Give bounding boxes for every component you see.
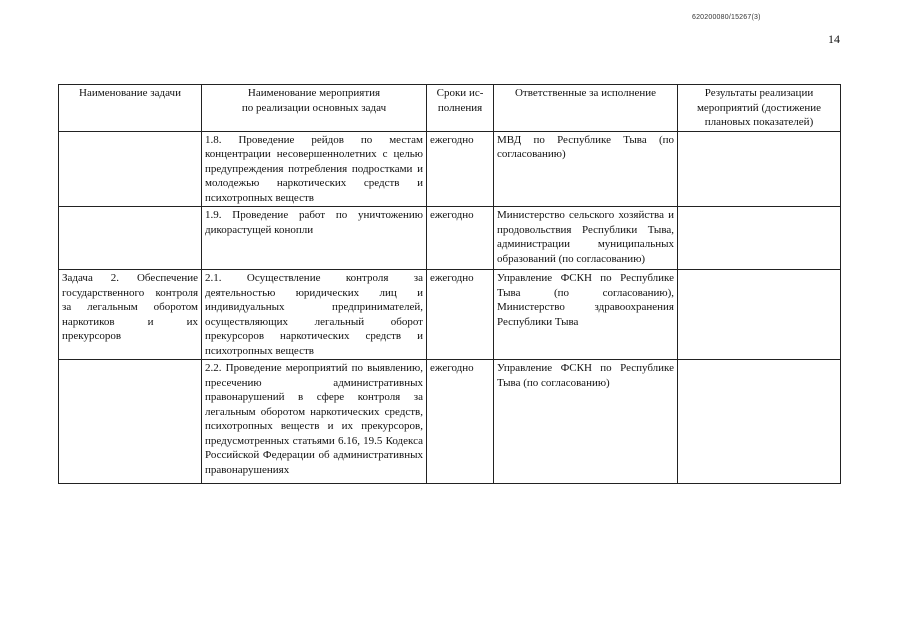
column-header-task: Наименование задачи bbox=[59, 85, 202, 132]
document-code: 620200080/15267(3) bbox=[692, 14, 761, 21]
column-header-term: Сроки ис- полнения bbox=[427, 85, 494, 132]
table-row bbox=[59, 131, 841, 207]
event-cell: 1.9. Проведение работ по уничтожению дикорастущей конопли bbox=[202, 207, 427, 270]
column-header-event: Наименование мероприятия по реализации основных задач bbox=[202, 85, 427, 132]
event-cell: 2.1. Осуществление контроля за деятельностью юридических лиц и индивидуальных предпринимателей, осуществляющих легальный оборот прекурсоров наркотических средств и психотропных веществ bbox=[202, 270, 427, 360]
task-cell bbox=[59, 207, 202, 270]
results-cell bbox=[678, 207, 841, 270]
event-cell: 2.2. Проведение мероприятий по выявлению, пресечению административных правонарушений в сфере контроля за легальным оборотом наркотических средств, психотропных веществ и их прекурсоров, предусмотренных статьями 6.16, 19.5 Кодекса Российской Федерации об административных правонарушениях bbox=[202, 360, 427, 484]
column-header-results: Результаты реализации мероприятий (достижение плановых показателей) bbox=[678, 85, 841, 132]
term-cell: ежегодно bbox=[427, 270, 494, 360]
table-header bbox=[59, 85, 841, 132]
results-cell bbox=[678, 131, 841, 207]
results-cell bbox=[678, 360, 841, 484]
table-row bbox=[59, 207, 841, 270]
event-cell: 1.8. Проведение рейдов по местам концентрации несовершеннолетних с целью предупреждения потребления подростками и молодежью наркотических средств и психотропных веществ bbox=[202, 131, 427, 207]
column-header-responsible: Ответственные за исполнение bbox=[494, 85, 678, 132]
action-plan-table bbox=[58, 84, 841, 484]
term-cell: ежегодно bbox=[427, 207, 494, 270]
task-cell bbox=[59, 360, 202, 484]
responsible-cell: Управление ФСКН по Республике Тыва (по согласованию), Министерство здравоохранения Республики Тыва bbox=[494, 270, 678, 360]
responsible-cell: Управление ФСКН по Республике Тыва (по согласованию) bbox=[494, 360, 678, 484]
task-cell bbox=[59, 131, 202, 207]
table-row bbox=[59, 360, 841, 484]
responsible-cell: МВД по Республике Тыва (по согласованию) bbox=[494, 131, 678, 207]
results-cell bbox=[678, 270, 841, 360]
term-cell: ежегодно bbox=[427, 360, 494, 484]
term-cell: ежегодно bbox=[427, 131, 494, 207]
responsible-cell: Министерство сельского хозяйства и продовольствия Республики Тыва, администрации муниципальных образований (по согласованию) bbox=[494, 207, 678, 270]
header-row bbox=[59, 85, 841, 132]
task-cell: Задача 2. Обеспечение государственного контроля за легальным оборотом наркотиков и их прекурсоров bbox=[59, 270, 202, 360]
page-number: 14 bbox=[828, 32, 840, 46]
table-row bbox=[59, 270, 841, 360]
